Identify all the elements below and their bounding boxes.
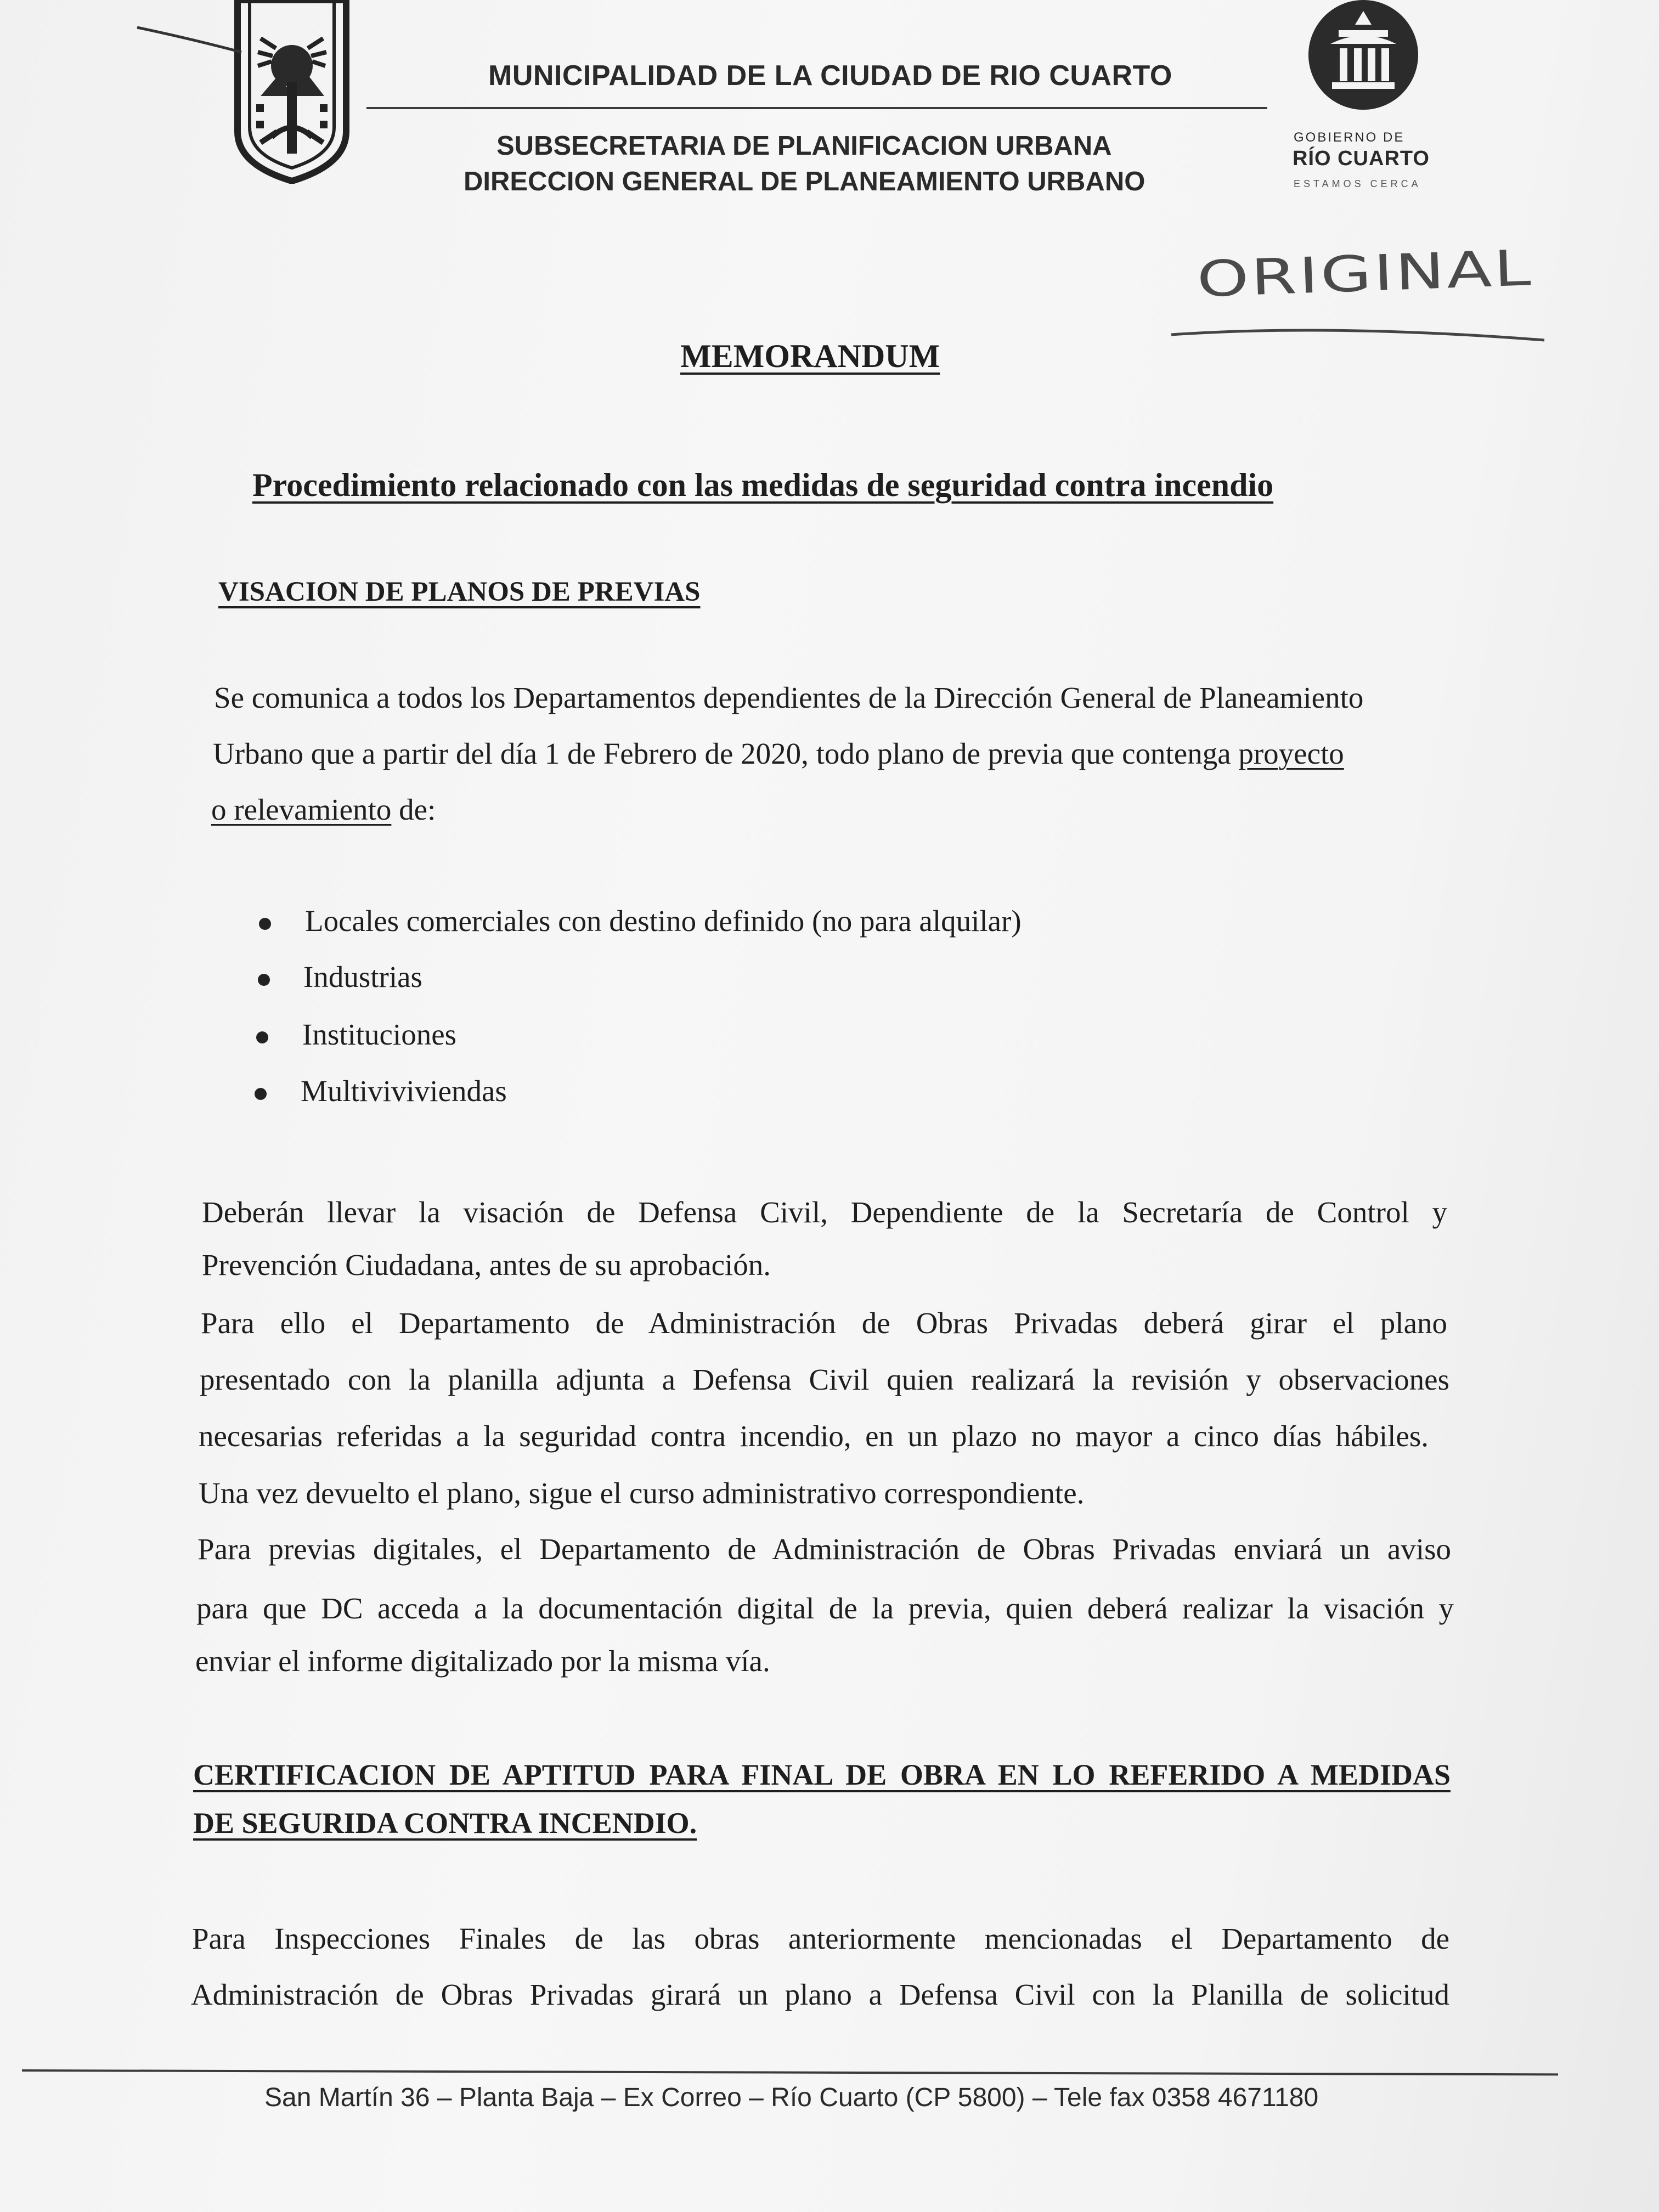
- gobierno-rio-cuarto-logo: [1306, 0, 1421, 115]
- handwritten-original: ORIGINAL: [1196, 239, 1534, 309]
- paragraph-line: enviar el informe digitalizado por la misma vía.: [195, 1644, 770, 1678]
- intro-line2-underlined: proyecto: [1238, 737, 1344, 770]
- pen-stroke: [134, 22, 244, 55]
- header-rule: [366, 107, 1267, 109]
- section2-paragraph-line: Administración de Obras Privadas girará un plano a Defensa Civil con la Planilla de solicitud: [191, 1978, 1449, 2011]
- paragraph-line: Para previas digitales, el Departamento de Administración de Obras Privadas enviará un aviso: [198, 1532, 1451, 1566]
- intro-line3-text: de:: [391, 793, 436, 826]
- paragraph-line: Una vez devuelto el plano, sigue el curso administrativo correspondiente.: [199, 1476, 1085, 1510]
- section2-heading: CERTIFICACION DE APTITUD PARA FINAL DE OBRA EN LO REFERIDO A MEDIDAS: [193, 1758, 1451, 1791]
- memo-title: MEMORANDUM: [680, 338, 940, 374]
- intro-line3: [211, 792, 436, 827]
- bullet-item: Multiviviviendas: [301, 1074, 507, 1108]
- paragraph-line: Prevención Ciudadana, antes de su aprobación.: [202, 1248, 771, 1282]
- direction-name: DIRECCION GENERAL DE PLANEAMIENTO URBANO: [464, 167, 1146, 196]
- municipality-name: MUNICIPALIDAD DE LA CIUDAD DE RIO CUARTO: [488, 60, 1172, 92]
- section1-heading: VISACION DE PLANOS DE PREVIAS: [218, 577, 701, 607]
- intro-line3-underlined: o relevamiento: [211, 793, 392, 826]
- bullet-dot: [255, 1088, 267, 1100]
- section2-paragraph-line: Para Inspecciones Finales de las obras anteriormente mencionadas el Departamento de: [192, 1922, 1449, 1955]
- coat-of-arms-logo: [228, 0, 357, 184]
- paragraph-line: Deberán llevar la visación de Defensa Civil, Dependiente de la Secretaría de Control y: [202, 1195, 1447, 1229]
- footer-rule: [22, 2069, 1558, 2075]
- intro-line1: Se comunica a todos los Departamentos dependientes de la Dirección General de Planeamiento: [214, 681, 1364, 714]
- handwritten-underline: [1169, 321, 1547, 348]
- bullet-item: Locales comerciales con destino definido (no para alquilar): [305, 904, 1022, 938]
- intro-line2-text: Urbano que a partir del día 1 de Febrero de 2020, todo plano de previa que contenga: [213, 737, 1239, 770]
- section2-heading-line2: DE SEGURIDA CONTRA INCENDIO.: [193, 1807, 697, 1839]
- bullet-dot: [256, 1031, 268, 1043]
- bullet-dot: [259, 918, 271, 930]
- intro-line2: [213, 736, 1344, 771]
- subsecretary-name: SUBSECRETARIA DE PLANIFICACION URBANA: [496, 131, 1112, 161]
- logo-line1: GOBIERNO DE: [1294, 130, 1405, 145]
- paragraph-line: Para ello el Departamento de Administración de Obras Privadas deberá girar el plano: [201, 1306, 1447, 1340]
- footer-address: San Martín 36 – Planta Baja – Ex Correo – Río Cuarto (CP 5800) – Tele fax 0358 4671180: [264, 2083, 1319, 2112]
- bullet-item: Industrias: [303, 960, 422, 994]
- logo-line2: RÍO CUARTO: [1293, 147, 1430, 170]
- paragraph-line: necesarias referidas a la seguridad contra incendio, en un plazo no mayor a cinco días hábiles.: [199, 1419, 1429, 1453]
- memo-subtitle: Procedimiento relacionado con las medidas de seguridad contra incendio: [252, 467, 1274, 503]
- bullet-item: Instituciones: [302, 1018, 457, 1051]
- logo-line3: ESTAMOS CERCA: [1294, 178, 1421, 189]
- paragraph-line: para que DC acceda a la documentación digital de la previa, quien deberá realizar la visación y: [196, 1592, 1454, 1625]
- paragraph-line: presentado con la planilla adjunta a Defensa Civil quien realizará la revisión y observaciones: [200, 1363, 1449, 1396]
- bullet-dot: [258, 974, 270, 986]
